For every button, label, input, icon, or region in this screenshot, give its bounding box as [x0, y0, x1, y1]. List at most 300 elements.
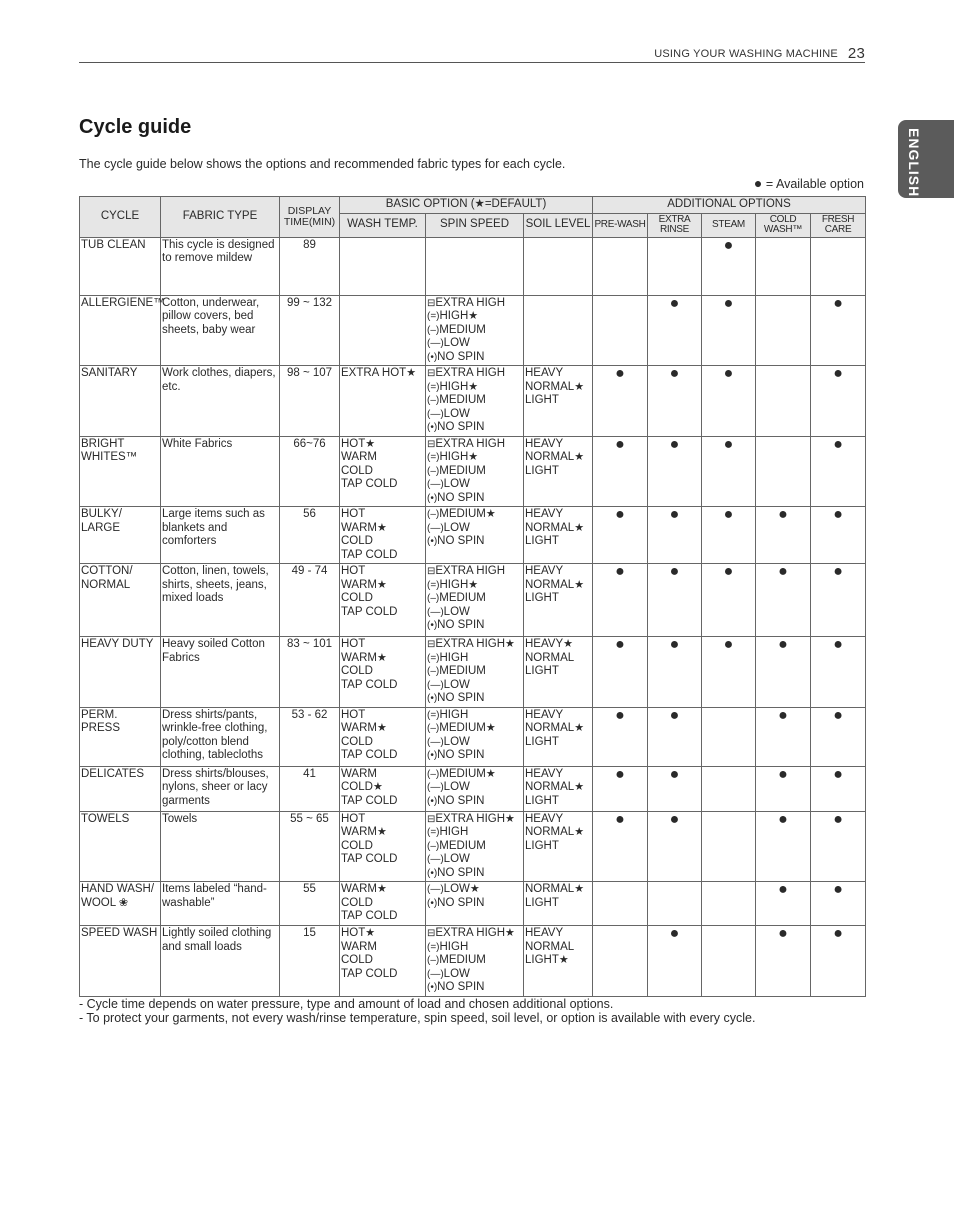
soil-level-item	[525, 826, 591, 840]
soil-level-cell	[524, 366, 593, 437]
display-time: 83 ~ 101	[286, 638, 333, 650]
option-label: LOW	[443, 521, 470, 534]
soil-level-cell	[524, 436, 593, 507]
available-dot-icon: ●	[669, 506, 680, 523]
soil-level-item	[525, 722, 591, 736]
available-dot-icon: ●	[669, 294, 680, 312]
option-label: LOW	[443, 478, 470, 490]
table-row	[80, 564, 866, 637]
pre-wash-cell	[593, 926, 648, 997]
display-time-cell	[280, 366, 340, 437]
spin-speed-icon: (•)	[427, 422, 438, 433]
fabric-type: Towels	[162, 812, 198, 825]
fabric-type: This cycle is designed to remove mildew	[162, 238, 275, 264]
option-label: NO SPIN	[437, 619, 485, 631]
soil-level-item	[525, 381, 591, 395]
option-label: LIGHT	[525, 394, 559, 406]
spin-speed-item	[427, 941, 522, 955]
spin-speed-icon: (—)	[427, 408, 444, 420]
wash-temp-item	[341, 883, 424, 897]
default-star-icon: ★	[376, 578, 387, 591]
fabric-type: Dress shirts/pants, wrinkle-free clothing, poly/cotton blend clothing, tablecloths	[162, 708, 268, 761]
extra-rinse-cell	[648, 707, 702, 766]
display-time-cell	[280, 707, 340, 766]
display-time: 55	[303, 883, 316, 895]
spin-speed-item	[427, 535, 522, 549]
spin-speed-item	[427, 492, 522, 506]
cycle-rows	[80, 237, 866, 996]
fabric-type-cell	[161, 811, 280, 882]
option-label: COLD	[341, 592, 373, 604]
steam-cell	[702, 436, 756, 507]
soil-level-item	[525, 652, 591, 666]
option-label: LOW	[443, 605, 470, 618]
spin-speed-cell	[426, 295, 524, 366]
default-star-icon: ★	[376, 521, 387, 534]
cycle-name: DELICATES	[81, 767, 145, 780]
fabric-type: Dress shirts/blouses, nylons, sheer or lacy garments	[162, 767, 269, 807]
header-spin-speed: SPIN SPEED	[426, 213, 524, 237]
table-row	[80, 811, 866, 882]
option-label: LIGHT	[525, 535, 559, 547]
spin-speed-item	[427, 408, 522, 422]
fabric-type: Cotton, underwear, pillow covers, bed sheets, baby wear	[162, 296, 260, 336]
available-dot-icon: ●	[723, 236, 734, 254]
cycle-name-cell	[80, 564, 161, 637]
default-star-icon: ★	[505, 638, 515, 650]
option-label: WARM	[341, 826, 377, 838]
wash-temp-item	[341, 826, 424, 840]
default-star-icon: ★	[505, 927, 515, 939]
available-dot-icon: ●	[615, 435, 625, 453]
option-label: MEDIUM	[439, 722, 486, 734]
spin-speed-icon: (=)	[427, 381, 440, 393]
option-label: TAP COLD	[341, 548, 398, 561]
wash-temp-cell	[340, 436, 426, 507]
display-time-cell	[280, 436, 340, 507]
option-label: TAP COLD	[341, 853, 398, 865]
option-label: NO SPIN	[437, 350, 485, 363]
spin-speed-item	[427, 749, 522, 763]
cycle-name: SPEED WASH	[81, 927, 158, 939]
available-dot-icon: ●	[669, 925, 680, 942]
display-time-cell	[280, 507, 340, 564]
cold-wash-cell	[756, 366, 811, 437]
available-dot-icon: ●	[669, 365, 680, 382]
fresh-care-cell	[811, 564, 866, 637]
wash-temp-cell	[340, 637, 426, 708]
available-dot-icon: ●	[778, 881, 788, 898]
soil-level-cell	[524, 637, 593, 708]
fresh-care-cell	[811, 637, 866, 708]
spin-speed-icon: (—)	[427, 854, 444, 865]
option-label: HIGH	[439, 826, 469, 838]
default-star-icon: ★	[574, 883, 585, 895]
option-label: HEAVY	[525, 708, 564, 721]
fabric-type: Items labeled “hand-washable”	[162, 883, 267, 909]
available-dot-icon: ●	[615, 563, 625, 580]
soil-level-item	[525, 840, 591, 854]
spin-speed-item	[427, 768, 522, 782]
wash-temp-cell	[340, 507, 426, 564]
page-number: 23	[847, 45, 865, 62]
display-time: 66~76	[293, 437, 326, 450]
spin-speed-icon: (—)	[427, 338, 444, 349]
wash-temp-item	[341, 652, 424, 666]
option-label: LOW	[443, 781, 470, 793]
extra-rinse-cell	[648, 811, 702, 882]
soil-level-item	[525, 781, 591, 795]
option-label: EXTRA HIGH	[435, 638, 506, 650]
spin-speed-item	[427, 867, 522, 881]
pre-wash-cell	[593, 882, 648, 926]
spin-speed-icon: (—)	[427, 606, 444, 618]
wash-temp-item	[341, 579, 424, 593]
section-title: USING YOUR WASHING MACHINE	[654, 48, 838, 60]
spin-speed-icon: (=)	[427, 579, 440, 591]
spin-speed-item	[427, 438, 522, 452]
spin-speed-item	[427, 981, 522, 995]
fresh-care-cell	[811, 882, 866, 926]
spin-speed-icon: (—)	[427, 479, 444, 490]
fresh-care-cell	[811, 811, 866, 882]
option-label: COLD	[341, 665, 373, 677]
option-label: NORMAL	[525, 826, 575, 838]
option-label: WARM	[341, 451, 377, 463]
option-label: NORMAL	[525, 722, 575, 734]
spin-speed-cell	[426, 564, 524, 637]
page-title: Cycle guide	[79, 116, 192, 138]
option-label: EXTRA HOT	[341, 367, 407, 379]
option-label: EXTRA HIGH	[435, 367, 506, 379]
soil-level-item	[525, 508, 591, 522]
intro-text: The cycle guide below shows the options and recommended fabric types for each cycle.	[79, 157, 566, 171]
spin-speed-icon: (—)	[427, 782, 444, 793]
spin-speed-cell	[426, 507, 524, 564]
default-star-icon: ★	[406, 367, 417, 379]
spin-speed-item	[427, 465, 522, 479]
wash-temp-item	[341, 736, 424, 750]
available-dot-icon: ●	[723, 563, 734, 580]
fabric-type-cell	[161, 637, 280, 708]
soil-level-item	[525, 367, 591, 381]
available-dot-icon: ●	[833, 765, 843, 783]
extra-rinse-cell	[648, 564, 702, 637]
option-label: LIGHT	[525, 839, 559, 852]
default-star-icon: ★	[574, 451, 585, 463]
default-star-icon: ★	[485, 767, 496, 780]
soil-level-item	[525, 438, 591, 452]
table-row	[80, 707, 866, 766]
wash-temp-item	[341, 840, 424, 854]
steam-cell	[702, 237, 756, 295]
soil-level-item	[525, 768, 591, 782]
option-label: HIGH	[439, 310, 469, 322]
spin-speed-icon: ⊟	[427, 566, 436, 577]
option-label: WARM	[341, 767, 377, 780]
extra-rinse-cell	[648, 882, 702, 926]
steam-cell	[702, 295, 756, 366]
soil-level-cell	[524, 926, 593, 997]
default-star-icon: ★	[574, 781, 585, 793]
option-label: NORMAL	[525, 940, 575, 953]
fabric-type: Large items such as blankets and comforters	[162, 508, 265, 547]
spin-speed-item	[427, 968, 522, 982]
option-label: LIGHT	[525, 794, 559, 807]
option-label: NORMAL	[525, 883, 575, 895]
cold-wash-cell	[756, 766, 811, 811]
cycle-name: TUB CLEAN	[81, 238, 146, 251]
language-tab-label: ENGLISH	[906, 128, 922, 198]
spin-speed-cell	[426, 926, 524, 997]
available-dot-icon: ●	[669, 435, 680, 453]
option-label: NORMAL	[525, 781, 575, 793]
available-dot-icon: ●	[778, 506, 788, 523]
header-basic-option: BASIC OPTION (★=DEFAULT)	[340, 197, 593, 214]
option-label: MEDIUM	[439, 839, 486, 852]
soil-level-item	[525, 565, 591, 579]
available-dot-icon: ●	[778, 765, 788, 783]
cycle-guide-table	[79, 196, 866, 997]
steam-cell	[702, 926, 756, 997]
pre-wash-cell	[593, 237, 648, 295]
pre-wash-cell	[593, 436, 648, 507]
wash-temp-item	[341, 367, 424, 381]
spin-speed-icon: (–)	[427, 666, 440, 677]
default-star-icon: ★	[468, 380, 479, 393]
default-star-icon: ★	[574, 521, 585, 534]
wash-temp-cell	[340, 366, 426, 437]
header-fabric-type: FABRIC TYPE	[161, 197, 280, 238]
steam-cell	[702, 637, 756, 708]
option-label: HOT	[341, 565, 366, 577]
available-dot-icon: ●	[753, 175, 763, 191]
spin-speed-icon: (–)	[427, 395, 440, 406]
steam-cell	[702, 366, 756, 437]
cold-wash-cell	[756, 564, 811, 637]
spin-speed-item	[427, 337, 522, 351]
option-label: HOT	[341, 437, 366, 450]
option-label: TAP COLD	[341, 749, 398, 761]
fabric-type-cell	[161, 366, 280, 437]
wash-temp-item	[341, 968, 424, 982]
default-star-icon: ★	[468, 578, 479, 591]
spin-speed-item	[427, 853, 522, 867]
cycle-name: TOWELS	[81, 812, 130, 825]
option-label: EXTRA HIGH	[435, 927, 506, 939]
cold-wash-cell	[756, 637, 811, 708]
wash-temp-item	[341, 465, 424, 479]
option-label: NO SPIN	[437, 794, 485, 807]
option-label: MEDIUM	[439, 592, 486, 604]
steam-cell	[702, 882, 756, 926]
legend	[754, 175, 864, 191]
spin-speed-item	[427, 522, 522, 536]
fabric-type-cell	[161, 295, 280, 366]
option-label: NO SPIN	[437, 866, 485, 879]
cycle-name: COTTON/ NORMAL	[81, 565, 133, 591]
option-label: LOW	[443, 883, 470, 895]
wash-temp-cell	[340, 766, 426, 811]
soil-level-cell	[524, 564, 593, 637]
option-label: LOW	[443, 407, 470, 420]
header-display-time: DISPLAY TIME(MIN)	[280, 197, 340, 238]
available-dot-icon: ●	[669, 636, 680, 653]
legend-text: = Available option	[765, 177, 864, 191]
spin-speed-item	[427, 954, 522, 968]
pre-wash-cell	[593, 507, 648, 564]
display-time: 53 - 62	[291, 708, 328, 721]
wash-temp-item	[341, 679, 424, 693]
header-cold-wash: COLD WASH™	[756, 213, 811, 237]
soil-level-cell	[524, 766, 593, 811]
cold-wash-cell	[756, 926, 811, 997]
extra-rinse-cell	[648, 637, 702, 708]
display-time: 55 ~ 65	[290, 812, 329, 825]
spin-speed-icon: (–)	[427, 593, 440, 604]
available-dot-icon: ●	[615, 506, 625, 523]
header-soil-level: SOIL LEVEL	[524, 213, 593, 237]
wash-temp-item	[341, 927, 424, 941]
spin-speed-icon: (=)	[427, 941, 440, 953]
option-label: NORMAL	[525, 578, 575, 591]
extra-rinse-cell	[648, 507, 702, 564]
cycle-name-cell	[80, 366, 161, 437]
spin-speed-cell	[426, 882, 524, 926]
spin-speed-cell	[426, 237, 524, 295]
spin-speed-item	[427, 736, 522, 750]
wash-temp-item	[341, 438, 424, 452]
cycle-name-cell	[80, 811, 161, 882]
fresh-care-cell	[811, 926, 866, 997]
spin-speed-icon: (—)	[427, 968, 444, 980]
display-time: 49 - 74	[291, 565, 328, 577]
spin-speed-item	[427, 478, 522, 492]
spin-speed-icon: (=)	[427, 827, 440, 838]
fabric-type: Heavy soiled Cotton Fabrics	[162, 638, 265, 664]
option-label: NO SPIN	[437, 421, 485, 433]
wash-temp-item	[341, 709, 424, 723]
option-label: MEDIUM	[439, 767, 486, 780]
cycle-name: HAND WASH/ WOOL	[81, 883, 155, 909]
soil-level-item	[525, 579, 591, 593]
wash-temp-item	[341, 549, 424, 563]
option-label: MEDIUM	[439, 954, 486, 966]
spin-speed-cell	[426, 436, 524, 507]
default-star-icon: ★	[365, 927, 376, 939]
spin-speed-icon: (=)	[427, 652, 440, 664]
display-time-cell	[280, 295, 340, 366]
option-label: TAP COLD	[341, 967, 398, 980]
option-label: NO SPIN	[437, 692, 485, 704]
option-label: LIGHT	[525, 665, 559, 677]
fresh-care-cell	[811, 295, 866, 366]
wash-temp-item	[341, 451, 424, 465]
spin-speed-item	[427, 813, 522, 827]
default-star-icon: ★	[574, 826, 585, 838]
option-label: LOW	[443, 853, 470, 865]
wash-temp-item	[341, 897, 424, 911]
option-label: COLD	[341, 896, 373, 909]
option-label: HEAVY	[525, 927, 564, 939]
default-star-icon: ★	[574, 722, 585, 734]
option-label: WARM	[341, 940, 377, 953]
spin-speed-item	[427, 709, 522, 723]
spin-speed-cell	[426, 637, 524, 708]
header-extra-rinse: EXTRA RINSE	[648, 213, 702, 237]
soil-level-cell	[524, 237, 593, 295]
wash-temp-item	[341, 606, 424, 620]
fabric-type-cell	[161, 564, 280, 637]
option-label: HOT	[341, 708, 366, 721]
fresh-care-cell	[811, 366, 866, 437]
option-label: NO SPIN	[437, 491, 485, 504]
default-star-icon: ★	[376, 883, 387, 895]
option-label: MEDIUM	[439, 665, 486, 677]
pre-wash-cell	[593, 766, 648, 811]
spin-speed-item	[427, 927, 522, 941]
default-star-icon: ★	[485, 508, 496, 520]
available-dot-icon: ●	[833, 563, 843, 580]
wash-temp-cell	[340, 564, 426, 637]
option-label: COLD	[341, 464, 373, 477]
steam-cell	[702, 707, 756, 766]
fresh-care-cell	[811, 237, 866, 295]
available-dot-icon: ●	[615, 706, 625, 724]
available-dot-icon: ●	[615, 636, 625, 653]
option-label: LOW	[443, 337, 470, 349]
cycle-name: BRIGHT WHITES™	[81, 437, 138, 463]
soil-level-item	[525, 592, 591, 606]
option-label: HOT	[341, 927, 366, 939]
extra-rinse-cell	[648, 237, 702, 295]
spin-speed-icon: (–)	[427, 768, 440, 780]
spin-speed-icon: ⊟	[427, 928, 436, 939]
spin-speed-cell	[426, 366, 524, 437]
footnote: - To protect your garments, not every wash/rinse temperature, spin speed, soil level, or option is available with every cycle.	[79, 1011, 756, 1025]
soil-level-item	[525, 795, 591, 809]
cold-wash-cell	[756, 882, 811, 926]
option-label: WARM	[341, 521, 377, 534]
available-dot-icon: ●	[669, 563, 680, 580]
spin-speed-item	[427, 310, 522, 324]
soil-level-item	[525, 927, 591, 941]
header-cycle: CYCLE	[80, 197, 161, 238]
wash-temp-item	[341, 665, 424, 679]
extra-rinse-cell	[648, 436, 702, 507]
default-star-icon: ★	[574, 380, 585, 393]
option-label: TAP COLD	[341, 478, 398, 490]
spin-speed-icon: (=)	[427, 311, 440, 322]
cycle-name-cell	[80, 436, 161, 507]
soil-level-item	[525, 813, 591, 827]
display-time: 15	[303, 927, 316, 939]
option-label: HOT	[341, 638, 366, 650]
table-row	[80, 237, 866, 295]
spin-speed-icon: (•)	[427, 982, 438, 993]
spin-speed-item	[427, 619, 522, 633]
option-label: HEAVY	[525, 508, 564, 520]
spin-speed-icon: (•)	[427, 620, 438, 631]
spin-speed-cell	[426, 766, 524, 811]
option-label: LOW	[443, 735, 470, 748]
available-dot-icon: ●	[833, 506, 843, 523]
wash-temp-item	[341, 941, 424, 955]
header-steam: STEAM	[702, 213, 756, 237]
header-wash-temp: WASH TEMP.	[340, 213, 426, 237]
spin-speed-item	[427, 579, 522, 593]
wash-temp-item	[341, 910, 424, 924]
